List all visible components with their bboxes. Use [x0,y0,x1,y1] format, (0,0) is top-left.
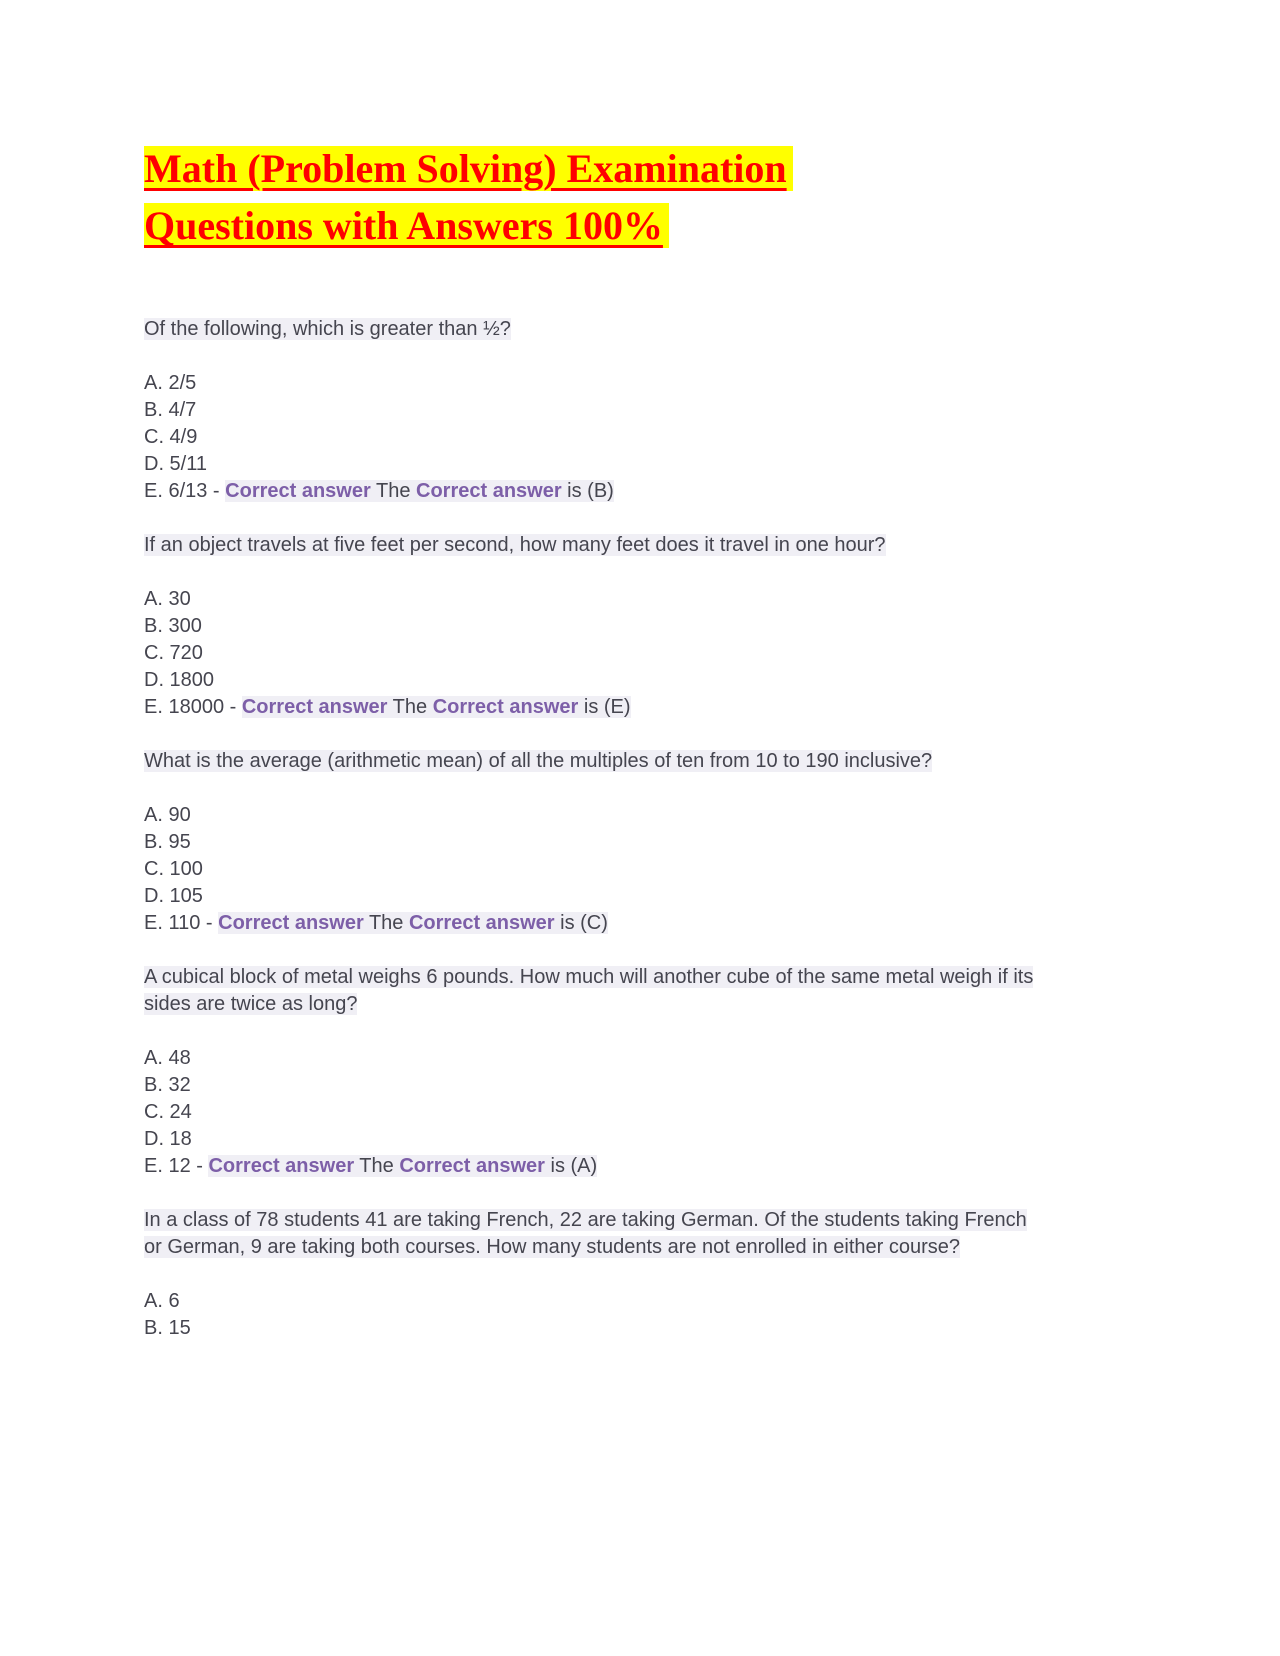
question-5-options [144,1288,1049,1342]
answer-connector: The [370,480,416,503]
question-4-answer [208,1155,597,1177]
answer-letter: is (B) [561,480,614,503]
question-5-text-span: In a class of 78 students 41 are taking French, 22 are taking German. Of the students taking French or German, 9 are taking both courses. How many students are not enrolled in either course? [144,1209,1027,1259]
answer-letter: is (A) [544,1155,598,1178]
correct-answer-label: Correct answer [408,912,555,935]
answer-letter: is (C) [554,912,608,935]
question-5-option-b: B. 15 [144,1317,191,1340]
document-content [144,140,1049,1342]
question-2-text [144,532,1049,559]
question-4-options [144,1045,1049,1180]
question-1-options [144,370,1049,505]
question-4-option-a: A. 48 [144,1047,191,1070]
answer-connector: The [387,696,433,719]
question-2-option-a: A. 30 [144,588,191,611]
question-2-options [144,586,1049,721]
correct-answer-label: Correct answer [399,1155,545,1178]
correct-answer-label: Correct answer [218,912,364,935]
correct-answer-label: Correct answer [208,1155,355,1178]
question-3-options [144,802,1049,937]
title-line-1: Math (Problem Solving) Examination [144,146,793,191]
question-1-text [144,316,1049,343]
correct-answer-label: Correct answer [225,480,371,503]
question-5-option-a: A. 6 [144,1290,180,1313]
question-3-answer [218,912,608,934]
question-3-option-e-prefix: E. 110 - [144,912,219,935]
question-2-text-span: If an object travels at five feet per second, how many feet does it travel in one hour? [144,534,886,557]
question-2-option-b: B. 300 [144,615,202,638]
question-3-text-span: What is the average (arithmetic mean) of all the multiples of ten from 10 to 190 inclusive? [144,750,933,773]
question-1-option-c: C. 4/9 [144,426,198,449]
question-1-answer [225,480,614,502]
question-3-option-c: C. 100 [144,858,203,881]
answer-connector: The [363,912,409,935]
question-4-option-c: C. 24 [144,1101,192,1124]
question-2-option-d: D. 1800 [144,669,215,692]
question-block-1 [144,316,1049,505]
question-block-2 [144,532,1049,721]
question-3-option-b: B. 95 [144,831,191,854]
question-1-text-span: Of the following, which is greater than ½? [144,318,511,341]
question-1-option-b: B. 4/7 [144,399,197,422]
correct-answer-label: Correct answer [416,480,562,503]
correct-answer-label: Correct answer [432,696,579,719]
question-3-option-a: A. 90 [144,804,191,827]
answer-connector: The [354,1155,400,1178]
question-2-answer [242,696,631,718]
title-line-2: Questions with Answers 100% [144,203,669,248]
question-2-option-e-prefix: E. 18000 - [144,696,242,719]
question-4-text-span: A cubical block of metal weighs 6 pounds. How much will another cube of the same metal weigh if its sides are twice as long? [144,966,1034,1016]
question-1-option-a: A. 2/5 [144,372,197,395]
document-title [144,140,1049,254]
question-4-option-e-prefix: E. 12 - [144,1155,209,1178]
question-block-3 [144,748,1049,937]
question-2-option-c: C. 720 [144,642,203,665]
question-4-text [144,964,1049,1018]
question-1-option-d: D. 5/11 [144,453,207,476]
answer-letter: is (E) [578,696,631,719]
question-4-option-b: B. 32 [144,1074,191,1097]
correct-answer-label: Correct answer [241,696,388,719]
question-5-text [144,1207,1049,1261]
question-block-5 [144,1207,1049,1342]
question-3-option-d: D. 105 [144,885,203,908]
question-3-text [144,748,1049,775]
question-4-option-d: D. 18 [144,1128,192,1151]
question-block-4 [144,964,1049,1180]
question-1-option-e-prefix: E. 6/13 - [144,480,226,503]
